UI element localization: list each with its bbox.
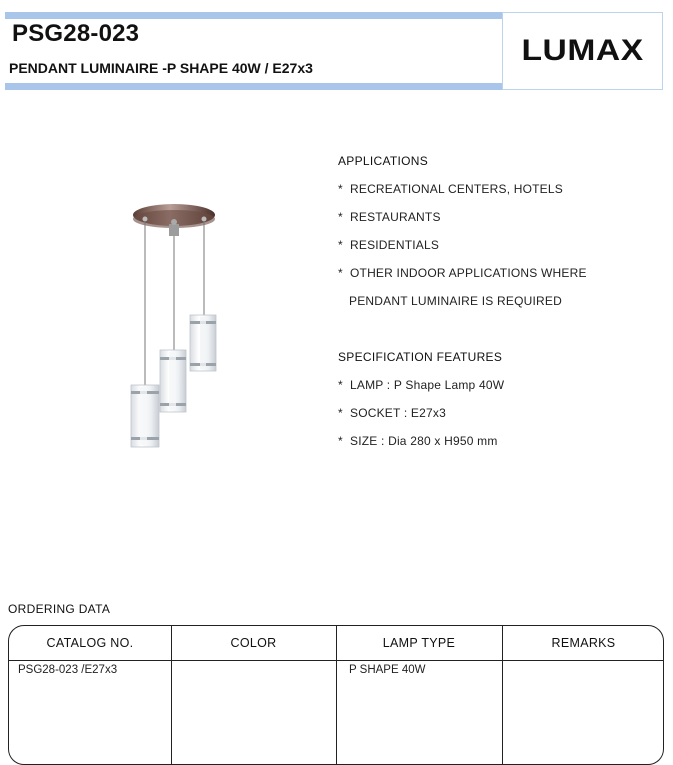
bullet-icon: *	[338, 238, 343, 252]
application-item-continuation: PENDANT LUMINAIRE IS REQUIRED	[349, 294, 562, 308]
product-code: PSG28-023	[12, 20, 140, 47]
header-accent-bar-top	[5, 12, 502, 19]
table-cell-catalog: PSG28-023 /E27x3	[18, 664, 118, 676]
pendant-lamp-icon	[118, 195, 228, 460]
application-item: * RESTAURANTS	[338, 210, 441, 224]
column-header-color: COLOR	[230, 636, 277, 650]
bullet-icon: *	[338, 434, 343, 448]
column-header-remarks: REMARKS	[551, 636, 616, 650]
spec-item-lamp: * LAMP : P Shape Lamp 40W	[338, 378, 505, 392]
spec-item-socket: * SOCKET : E27x3	[338, 406, 446, 420]
spec-item-size: * SIZE : Dia 280 x H950 mm	[338, 434, 498, 448]
applications-heading: APPLICATIONS	[338, 154, 429, 168]
ordering-data-title: ORDERING DATA	[8, 602, 111, 616]
column-header-lamp-type: LAMP TYPE	[382, 636, 456, 650]
bullet-icon: *	[338, 378, 343, 392]
application-item: * RECREATIONAL CENTERS, HOTELS	[338, 182, 563, 196]
bullet-icon: *	[338, 182, 343, 196]
table-cell-lamp-type: P SHAPE 40W	[349, 664, 426, 676]
ordering-table	[8, 625, 664, 765]
bullet-icon: *	[338, 266, 343, 280]
bullet-icon: *	[338, 210, 343, 224]
column-header-catalog: CATALOG NO.	[46, 636, 134, 650]
pendant-lamp-photo	[118, 195, 228, 460]
brand-logo-box	[502, 12, 663, 90]
product-description: PENDANT LUMINAIRE -P SHAPE 40W / E27x3	[9, 60, 313, 76]
header-divider	[9, 660, 663, 661]
application-item: * OTHER INDOOR APPLICATIONS WHERE	[338, 266, 587, 280]
specification-heading: SPECIFICATION FEATURES	[338, 350, 503, 364]
application-item: * RESIDENTIALS	[338, 238, 440, 252]
bullet-icon: *	[338, 406, 343, 420]
header-accent-bar-bottom	[5, 83, 502, 90]
brand-logo: LUMAX	[521, 34, 644, 67]
